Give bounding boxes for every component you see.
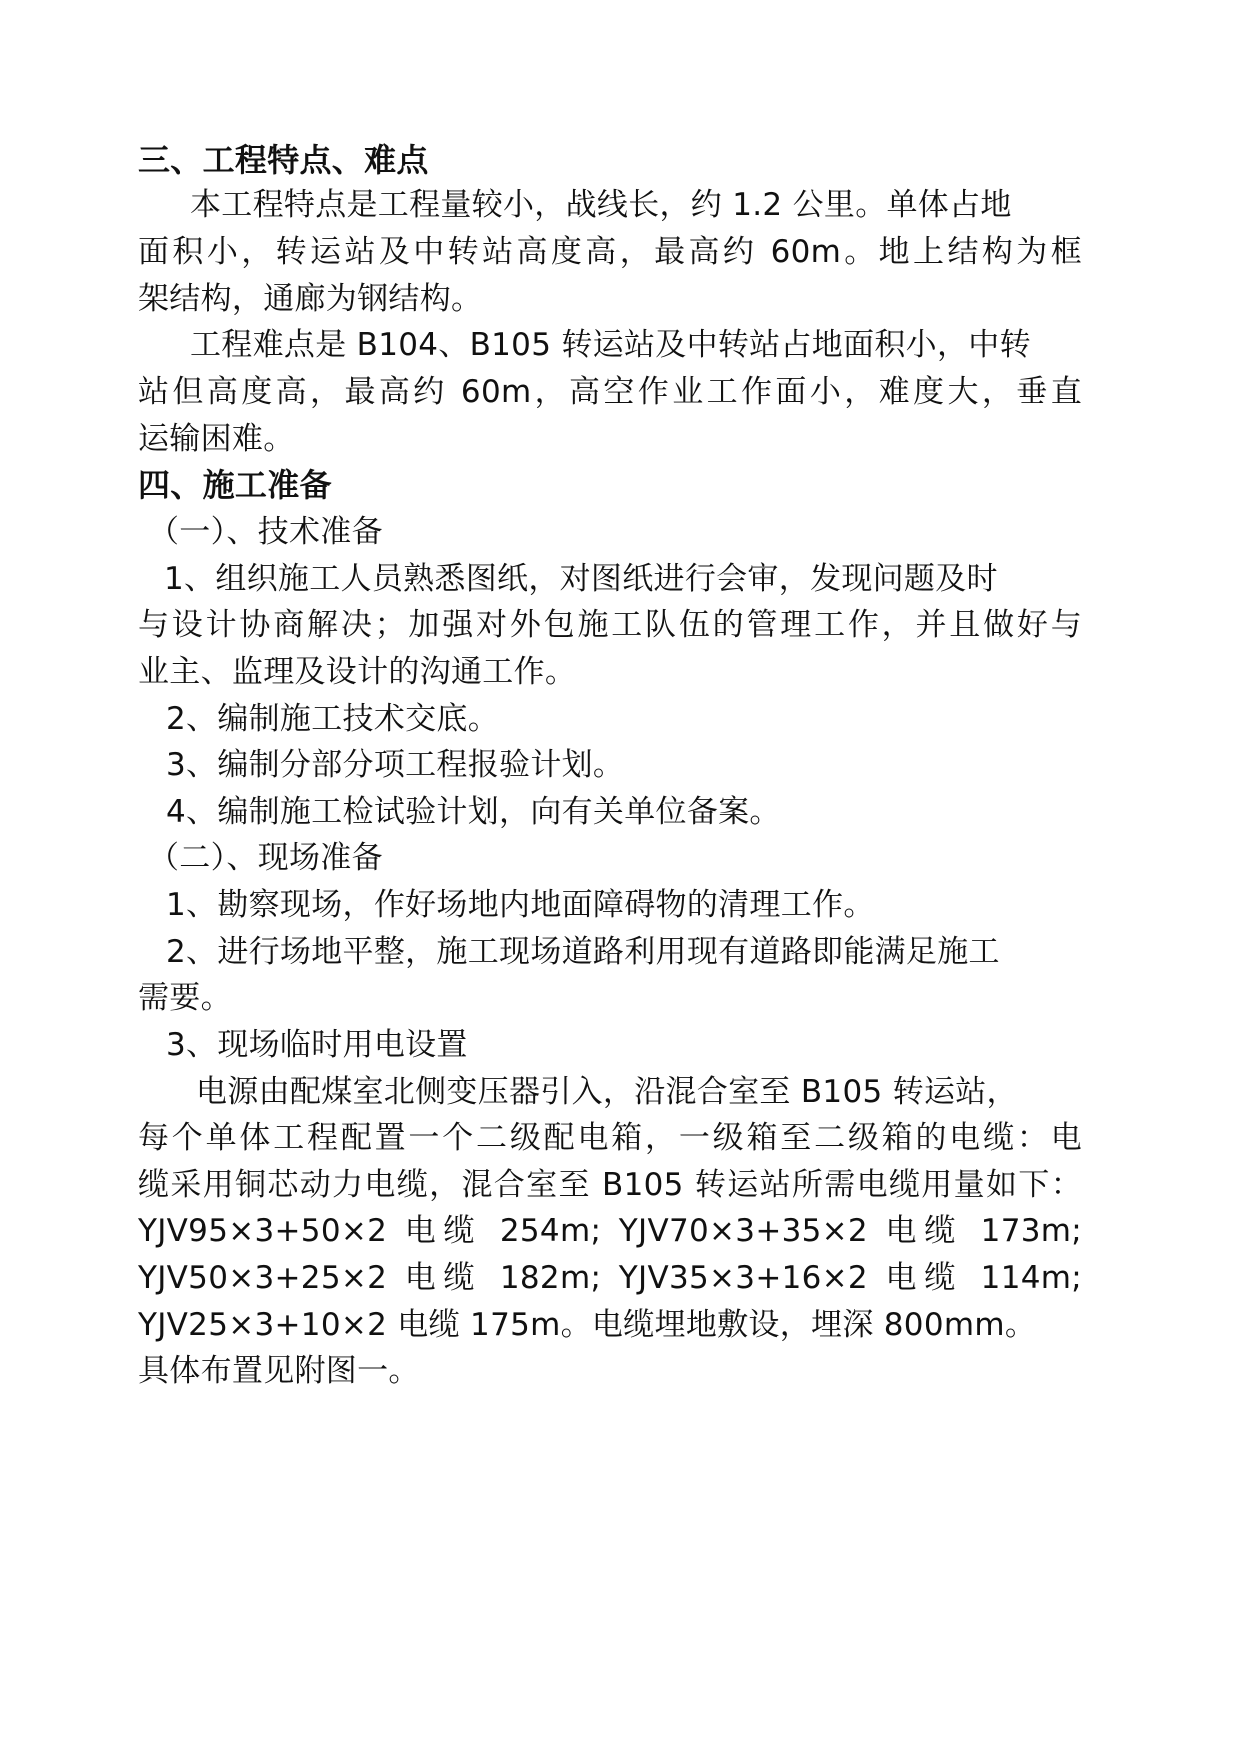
paragraph-line: 具体布置见附图一。 bbox=[138, 1353, 420, 1389]
list-item: 3、现场临时用电设置 bbox=[166, 1027, 468, 1063]
paragraph-line: 运输困难。 bbox=[138, 421, 295, 457]
list-item: 业主、监理及设计的沟通工作。 bbox=[138, 654, 577, 690]
paragraph-line: 本工程特点是工程量较小，战线长，约 1.2 公里。单体占地 bbox=[190, 187, 1012, 223]
subsection-title: （二）、现场准备 bbox=[148, 840, 383, 876]
list-item: 与设计协商解决；加强对外包施工队伍的管理工作，并且做好与 bbox=[138, 607, 1082, 643]
paragraph-line: 面积小，转运站及中转站高度高，最高约 60m。地上结构为框 bbox=[138, 234, 1082, 270]
paragraph-line: YJV25×3+10×2 电缆 175m。电缆埋地敷设，埋深 800mm。 bbox=[138, 1307, 1037, 1343]
paragraph-line: YJV50×3+25×2 电缆 182m; YJV35×3+16×2 电缆 114m; bbox=[138, 1260, 1082, 1296]
list-item: 2、进行场地平整，施工现场道路利用现有道路即能满足施工 bbox=[166, 934, 1000, 970]
paragraph-line: 缆采用铜芯动力电缆，混合室至 B105 转运站所需电缆用量如下： bbox=[138, 1167, 1082, 1203]
paragraph-line: 电源由配煤室北侧变压器引入，沿混合室至 B105 转运站， bbox=[196, 1074, 1018, 1110]
subsection-title: （一）、技术准备 bbox=[148, 514, 383, 550]
paragraph-line: 站但高度高，最高约 60m，高空作业工作面小，难度大，垂直 bbox=[138, 374, 1082, 410]
paragraph-line: 工程难点是 B104、B105 转运站及中转站占地面积小，中转 bbox=[190, 327, 1031, 363]
paragraph-line: 每个单体工程配置一个二级配电箱，一级箱至二级箱的电缆：电 bbox=[138, 1120, 1082, 1156]
list-item: 需要。 bbox=[138, 980, 232, 1016]
list-item: 1、组织施工人员熟悉图纸，对图纸进行会审，发现问题及时 bbox=[164, 561, 998, 597]
list-item: 2、编制施工技术交底。 bbox=[166, 701, 500, 737]
list-item: 1、勘察现场，作好场地内地面障碍物的清理工作。 bbox=[166, 887, 875, 923]
section-4-heading: 四、施工准备 bbox=[138, 466, 332, 504]
paragraph-line: 架结构，通廊为钢结构。 bbox=[138, 281, 483, 317]
list-item: 4、编制施工检试验计划，向有关单位备案。 bbox=[166, 794, 781, 830]
section-3-heading: 三、工程特点、难点 bbox=[138, 141, 429, 179]
list-item: 3、编制分部分项工程报验计划。 bbox=[166, 747, 625, 783]
paragraph-line: YJV95×3+50×2 电缆 254m; YJV70×3+35×2 电缆 173m; bbox=[138, 1213, 1082, 1249]
